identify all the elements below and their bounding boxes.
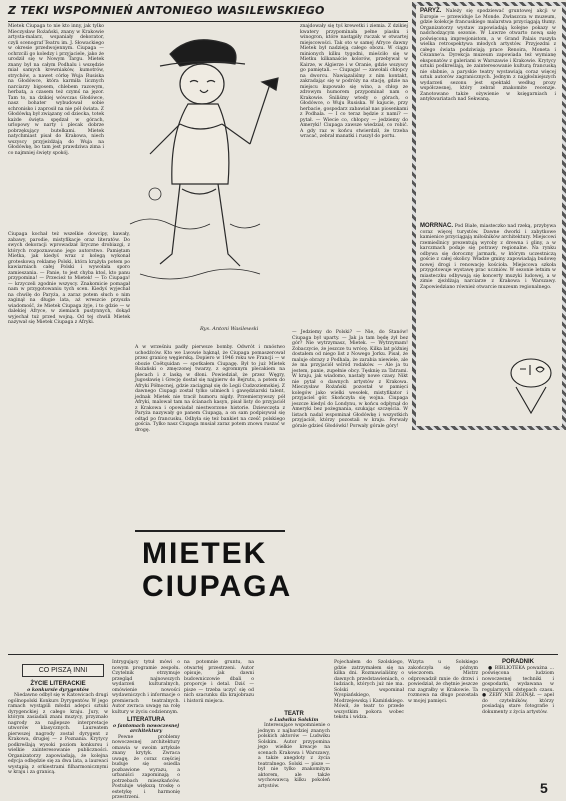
paragraph: — Jedziemy do Polski? — Nie, do Stanów! Ciupaga był uparty. — Jak ja tam będę żył bez gór? Nie wytrzymasz, Mietek. — Wytrzymam! Zobaczycie, że jeszcze tu wrócę. Kilka lat później dostałem od niego list z Nowego Jorku. Pisał, że maluje obrazy z Podhala, że zarabia niewiele, ale że ma przyjaciół wśród rodaków. — Ale ja tu jestem, panie, zupełnie obcy. Tęsknię za Tatrami. W kraju, jak wiadomo, nastały nowe czasy. Nikt nie pytał o dawnych artystów z Krakowa. Mieczysław Rożański pozostał w pamięci kolegów jako wielki wesołek, mistyfikator i przyjaciel gór. Skończyła się wojna. Ciupaga jeszcze kiedyś do Londynu, w końcu odpłynął do Ameryki bez pożegnania, szukając szczęścia. W listach nadal wspominał Głodówkę i wszystkich przyjaciół, którzy pozostali w kraju. Porwały górale gdzieś Głodówki! Porwały górale góry!	[292, 330, 408, 429]
paragraph: Pojechałem do Szolskiego, gdzie zatrzymałem się na kilka dni. Rozmawialiśmy o dawnych przedstawieniach, o ludziach, których już nie ma. Solski wspominał Wyspiańskiego, Modrzejewską i Kamińskiego. Mówił, że teatr to przede wszystkim pokora wobec tekstu i widza.	[334, 660, 404, 720]
news-sidebar	[412, 2, 566, 430]
bottom-column-7	[482, 660, 554, 780]
bottom-column-5	[334, 660, 404, 794]
literatura-subheading: o fantomach nowoczesnej architektury	[113, 723, 179, 734]
teatr-heading: TEATR	[284, 711, 304, 717]
zycie-heading: ŻYCIE LITERACKIE	[30, 681, 86, 687]
paragraph: Pewne problemy nowoczesnej architektury omawia w swoim artykule znany krytyk. Zwraca uwagę, że coraz częściej buduje się osiedla pozbawione wyrazu, a urbaniści zapominają o potrzebach mieszkańców. Postuluje większą troskę o estetykę i harmonię przestrzeni.	[112, 734, 180, 800]
sidebar-text-morrnac: Pod Białe, miasteczko nad rzeką, przybywa coraz więcej turystów. Dawne dworki i zabytkowe kamienice przyciągają miłośników architektury. Miejscowi rzemieślnicy prezentują wyroby z drewna i gliny, a w karczmach podaje się potrawy regionalne. Na rynku odbywa się doroczny jarmark, w którym uczestniczą goście z całej okolicy. Władze gminy zapowiadają budowę nowej drogi i renowację kościoła. Miejscowa szkoła przygotowuje wystawę prac uczniów. W sezonie letnim w miasteczku odbywają się koncerty muzyki ludowej, a w zimie zjeżdżają narciarze z Krakowa i Warszawy. Zapowiedziano również otwarcie muzeum regionalnego.	[420, 224, 556, 290]
title-line-1: MIETEK	[142, 537, 268, 570]
paragraph: na potomnie gruntu, na otwartej przestrzeni. Autor opisuje, jak dawni budowniczowie dbali o proporcje i detal. Dziś — pisze — trzeba uczyć się od nich szacunku dla krajobrazu i historii miejsca.	[184, 660, 254, 704]
article-column-3	[135, 345, 293, 650]
sidebar-heading-morrnac: MORRNAC.	[420, 223, 453, 229]
paragraph: ● BIBLIOTEKA poważna ... poświęcona ludziom nowoczesnej techniki i gospodarki, wydawana w regularnych odstępach czasu. ● ŻEBY NIE ZGINĄŁ — apel do czytelników, którzy posiadają stare fotografie i dokumenty z życia artystów.	[482, 665, 554, 715]
co-pisza-inni-heading: CO PISZĄ INNI	[22, 664, 104, 677]
bottom-column-3	[184, 660, 254, 794]
poradnik-heading: PORADNIK	[501, 659, 534, 665]
title-line-2: CIUPAGA	[142, 570, 293, 603]
paragraph: Wizyta u Solskiego zakończyła się późnym wieczorem. Mistrz odprowadził mnie do drzwi i powiedział, że chętnie jeszcze raz zagrałby w Krakowie. Ta rozmowa na długo pozostała w mojej pamięci.	[408, 660, 478, 704]
sidebar-morrnac	[420, 224, 556, 344]
bottom-divider	[8, 654, 558, 655]
paragraph: A w wrześniu padły pierwsze bomby. Odwrót i mnóstwo uchodźców. Kto we Lwowie bąknął, że Ciupaga pomaszerował przez granicę węgierską. Dopiero w 1946 roku we Francji — w obozie Coëtquidan — spotkałem Ciupagę. Był to już Mietek Rożański o zmęczonej twarzy, z ogromnym plecakiem na plecach i z laską w dłoni. Powiedział, że przez Węgry, Jugosławię i Grecję dostał się najpierw do Bejrutu, a potem do Afryki Północnej, gdzie zaciągnął się do Legii Cudzoziemskiej. Z dawnego Ciupagi został tylko uśmiech i gawędziarski talent, jednak Mietek nie tracił humoru nigdy. Przemierzywszy pół Afryki, malował tam na ścianach kasyn, pisał listy do przyjaciół z Krakowa i opowiadał niestworzone historie. Dziewczęta z Paryża nazywały go panem Ciupagą, a on sam podpisywał się odtąd po francusku. Odbyła się też bankiet na cześć polskiego gościa. Tylko nasz Ciupaga musiał zaraz potem znowu ruszać w drogę.	[135, 345, 285, 433]
paragraph: Intrygujący tytuł mówi o nowym programie zespołu. Czytelnik otrzymuje przegląd najnowszych wydarzeń kulturalnych, omówienie nowości wydawniczych i informacje o premierach teatralnych. Autor zwraca uwagę na rolę kultury w życiu codziennym.	[112, 660, 180, 715]
paragraph: Mietek Ciupaga to nie kto inny, jak tylko Mieczysław Rożański, znany w Krakowie artysta-malarz, wspaniały dekorator, czyli scenograf Teatru im. J. Słowackiego w okresie przedwojennym. Ciupaga — ochrzcili go koledzy i przyjaciele, jako że urodził się w Nowym Targu. Mietek znany był na całym Podhalu i wszędzie miał samych krewniaków, kumotrów, strychów, a nawet córkę Wuja Rusiska na Głodówce, która karmiła licznych narciarzy bigosem, chlebem razowym, herbatą, a czasem też czymś na jęzor. Tam to, na dzikiej wówczas Głodówce, nasz bohater wybudował sobie schronisko i zaprosił na nie pół świata. Z Głodówką był związany od dziecka, totek każde święta spędzał w górach, urlopowy w narty i plecak dobrze pobrzękujący butelkami. Mietek natychmiast pisał do Krakowa, niech wszyscy przyjeżdżają do Wuja na Głodówkę, bo tam jest prawdziwa zima i co najmniej święty spokój.	[8, 24, 104, 156]
bottom-column-1	[8, 682, 108, 794]
article-column-2	[8, 232, 130, 650]
zycie-subheading: o konkursie dyrygentów	[27, 687, 89, 693]
header-rule	[8, 21, 408, 22]
ciupaga-illustration	[110, 24, 290, 324]
seca-logo-sketch	[506, 351, 556, 416]
page-number: 5	[540, 780, 548, 796]
bottom-column-2	[112, 660, 180, 800]
teatr-subheading: o Ludwiku Solskim	[269, 717, 319, 723]
caricature-drawing	[110, 24, 290, 324]
article-column-4	[300, 24, 408, 324]
bottom-column-4	[258, 660, 330, 794]
section-header: Z TEKI WSPOMNIEŃ ANTONIEGO WASILEWSKIEGO	[8, 4, 325, 17]
paragraph: Niedawno odbył się w Katowicach drugi ogólnopolski Konkurs Dyrygentów. W jego ramach wystąpili młodzi adepci sztuki dyrygenckiej z całego kraju. Jury, w którym zasiadali znani muzycy, przyznało nagrody za najlepsze interpretacje utworów klasycznych. Laureatem pierwszej nagrody został dyrygent z Krakowa, drugiej — z Poznania. Krytycy podkreślają wysoki poziom konkursu i wielkie zainteresowanie publiczności. Organizatorzy zapowiadają, że kolejna edycja odbędzie się za dwa lata, a laureaci wystąpią z orkiestrami filharmonicznymi w kraju i za granicą.	[8, 693, 108, 775]
article-column-5	[292, 330, 408, 650]
paragraph: Ciupaga kochał też wszelkie dowcipy, kawały, zabawy, parodie, mistyfikacje oraz literatów. Do swych dekoracji wprowadzał liryczne drobiazgi, z których rozpoznawano jego autorstwo. Pamiętam Mietka, jak kiedyś wraz z kolegą wykonał groteskową reklamę Polski, która krążyła potem po kawiarniach całej Polski i wywołała sporo zamieszania. — Panie, to jest chyba ktoś, kto panu przypomina! — Przecież to Mietek! — To Ciupaga! — krzyczeli zgodnie wszyscy. Znakomicie pomagał nam w przygotowaniu tych scen. Kiedyś wyjechał na chwilę do Paryża, a zaraz potem słuch o nim zaginął na długie lata, aż wreszcie przyszła wiadomość, że Mietek Ciupaga żyje, i to gdzie — w dalekiej Afryce, w ziemiach pustynnych, dokąd wyjechał tuż przed wojną. Od tej chwili Mietek nazywał się Mietek Ciupaga z Afryki.	[8, 232, 130, 325]
paragraph: znajdowały się tyś krewetki i ziemia. Z dzikiej kwatery przypominała pełne piasku i winogron, które nastąpiły ruczak w otwartej miejscowości. Tak oto w samej Afryce dawny Mietek był nadzieją całego obozu. W ciągu minionych kilku tygodni, mieściło się w Mietku kilkanaście kolorów, przebywał w Kairze, w Algierze i w Oranie, gdzie wszyscy go pamiętali. — Ciupaga! — zawołali chłopcy na dworcu. Nawiązaliśmy z nim kontakt, zakradając się w podróży na stację, gdzie na miejscu kupowało się wino, a chłop ze zdrowym humorem przypominał nam o Krakowie. Śniliśmy wtedy o górach, o Głodówce, o Wuju Rusiska. W kajucie, przy herbacie, gospodarz zabawiał nas piosenkami z Podhala. — I co teraz będzie z nami? — pytał. — Wiecie co, chłopcy — jedziemy do Ameryki! Ciupaga zawsze wiedział, co robić. A gdy raz w końcu stwierdził, że trzeba wracać, zebrał manatki i ruszył do portu.	[300, 24, 408, 139]
paragraph: Interesujące wspomnienie o jednym z najbardziej znanych polskich aktorów — Ludwiku Solskim. Autor przypomina jego wielkie kreacje na scenach Krakowa i Warszawy, a także anegdoty z życia teatralnego. Solski — pisze — był nie tylko znakomitym aktorem, ale także wychowawcą kilku pokoleń artystów.	[258, 723, 330, 789]
illustration-caption: Rys. Antoni Wasilewski	[200, 326, 259, 332]
bottom-column-6	[408, 660, 478, 794]
sidebar-paryz	[420, 9, 556, 219]
sidebar-heading-paryz: PARYŻ.	[420, 8, 442, 14]
literatura-heading: LITERATURA	[127, 717, 165, 723]
sidebar-text-paryz: Należy się spodziewać gruntowej akcji w Europie — przewiduje Le Monde. Zwłaszcza w muzeum, gdzie kolekcje francuskiego malarstwa przyciągają tłumy. Organizatorzy wystaw zapowiadają kolejne pokazy w nadchodzącym sezonie. W Luwrze otwarto nową salę poświęconą impresjonistom, a w Grand Palais ruszyła wielka retrospektywa młodych artystów. Przyjezdni z całego świata podziwiają prace Renoira, Moneta i Cézanne'a. Dyrekcja muzeum zapowiada też wymianę eksponatów z galeriami w Warszawie i Krakowie. Krytycy sztuki podkreślają, że zainteresowanie kulturą francuską nie słabnie, a paryskie teatry wystawiają coraz więcej sztuk autorów zagranicznych. Jednym z najgłośniejszych wydarzeń sezonu jest spektakl według prozy współczesnej, który zebrał znakomite recenzje. Zanotowano także ożywienie w księgarniach i antykwariatach nad Sekwaną.	[420, 9, 556, 102]
article-column-1	[8, 24, 104, 229]
